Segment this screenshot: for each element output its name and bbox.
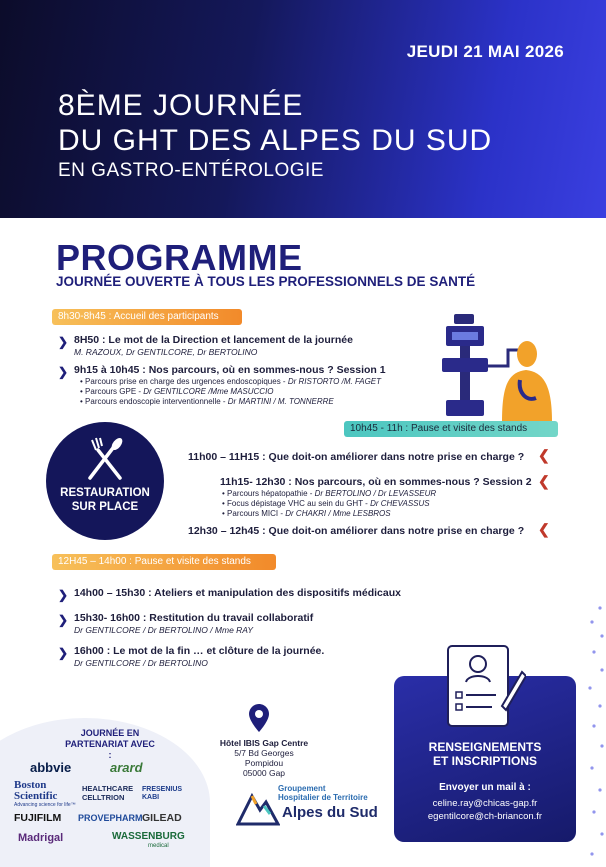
item-speakers: M. RAZOUX, Dr GENTILCORE, Dr BERTOLINO (74, 347, 258, 357)
venue-name: Hôtel IBIS Gap Centre (219, 738, 309, 748)
venue-block (214, 738, 314, 778)
pause-pill: 12H45 – 14h00 : Pause et visite des stands (52, 554, 276, 570)
welcome-time-pill: 8h30-8h45 : Accueil des participants (52, 309, 242, 325)
item-heading: 8H50 : Le mot de la Direction et lancement de la journée (74, 334, 353, 346)
item-heading: 14h00 – 15h30 : Ateliers et manipulation des dispositifs médicaux (74, 587, 401, 599)
endoscopy-illustration (440, 310, 560, 422)
event-title-line1: 8ÈME JOURNÉE (58, 89, 304, 122)
logo-wassenburg-sub: medical (148, 843, 169, 849)
registration-box (394, 676, 576, 842)
form-clipboard-icon (442, 642, 526, 734)
chevron-right-icon: ❯ (58, 646, 69, 660)
email-link-2[interactable]: egentilcore@ch-briancon.fr (427, 811, 543, 822)
program-title: PROGRAMME (56, 237, 303, 278)
item-speakers: Dr GENTILCORE / Dr BERTOLINO (74, 658, 208, 668)
email-link-1[interactable]: celine.ray@chicas-gap.fr (432, 798, 538, 809)
ght-line3: Alpes du Sud (282, 804, 378, 821)
chevron-right-icon: ❯ (58, 335, 69, 349)
partners-label: JOURNÉE EN PARTENARIAT AVEC : (65, 728, 155, 760)
logo-wassenburg: WASSENBURG (112, 831, 185, 842)
logo-boston-tagline: Advancing science for life™ (14, 802, 76, 808)
restauration-line1: RESTAURATION (60, 487, 150, 499)
pause-pill: 10h45 - 11h : Pause et visite des stands (344, 421, 558, 437)
restauration-badge (46, 422, 164, 540)
event-date: JEUDI 21 MAI 2026 (406, 42, 564, 61)
bullet-item: • Focus dépistage VHC au sein du GHT - Dr CHEVASSUS (222, 499, 430, 508)
item-heading: 15h30- 16h00 : Restitution du travail collaboratif (74, 612, 314, 624)
item-heading: 11h15- 12h30 : Nos parcours, où en sommes-nous ? Session 2 (220, 476, 532, 488)
item-heading: 11h00 – 11H15 : Que doit-on améliorer dans notre prise en charge ? (188, 451, 525, 463)
item-speakers: Dr GENTILCORE / Dr BERTOLINO / Mme RAY (74, 625, 253, 635)
logo-fresenius: FRESENIUS KABI (142, 786, 183, 801)
logo-arard: arard (110, 760, 143, 775)
logo-fujifilm: FUJIFILM (14, 812, 62, 824)
logo-madrigal: Madrigal (18, 832, 64, 844)
logo-boston-scientific: Boston Scientific (14, 779, 58, 802)
logo-gilead: GILEAD (142, 812, 182, 824)
cutlery-icon (86, 436, 124, 480)
email-label: Envoyer un mail à : (439, 782, 531, 793)
bullet-item: • Parcours endoscopie interventionnelle - Dr MARTINI / M. TONNERRE (80, 397, 334, 406)
item-heading: 12h30 – 12h45 : Que doit-on améliorer dans notre prise en charge ? (188, 525, 525, 537)
ght-line2: Hospitalier de Territoire (278, 793, 368, 802)
header-banner (0, 0, 606, 218)
logo-provepharm: PROVEPHARM (78, 813, 143, 823)
event-title-line3: EN GASTRO-ENTÉROLOGIE (58, 160, 324, 181)
chevron-right-icon: ❯ (58, 613, 69, 627)
logo-celltrion: HEALTHCARE CELLTRION (82, 784, 134, 802)
location-pin-icon (249, 704, 269, 732)
info-title-line2: ET INSCRIPTIONS (432, 754, 537, 768)
event-title-line2: DU GHT DES ALPES DU SUD (58, 124, 493, 157)
logo-abbvie: abbvie (30, 760, 72, 775)
bullet-item: • Parcours MICI - Dr CHAKRI / Mme LESBROS (222, 509, 391, 518)
info-title-line1: RENSEIGNEMENTS (428, 740, 542, 754)
chevron-right-icon: ❯ (58, 588, 69, 602)
chevron-left-icon: ❮ (538, 447, 550, 463)
bullet-item: • Parcours hépatopathie - Dr BERTOLINO / Dr LEVASSEUR (222, 489, 437, 498)
chevron-left-icon: ❮ (538, 521, 550, 537)
chevron-left-icon: ❮ (538, 473, 550, 489)
bullet-item: • Parcours GPE - Dr GENTILCORE /Mme MASUCCIO (80, 387, 274, 396)
ght-line1: Groupement (278, 784, 326, 793)
partners-section (0, 718, 210, 867)
bullet-item: • Parcours prise en charge des urgences endoscopiques - Dr RISTORTO /M. FAGET (80, 377, 382, 386)
restauration-line2: SUR PLACE (71, 501, 139, 513)
venue-city: 05000 Gap (242, 768, 286, 778)
program-subtitle: JOURNÉE OUVERTE À TOUS LES PROFESSIONNELS DE SANTÉ (56, 274, 476, 289)
dot-pattern-decoration (580, 600, 606, 867)
item-heading: 9h15 à 10h45 : Nos parcours, où en sommes-nous ? Session 1 (74, 364, 386, 376)
item-heading: 16h00 : Le mot de la fin … et clôture de la journée. (74, 645, 325, 657)
venue-address: 5/7 Bd Georges Pompidou (234, 748, 294, 768)
mountain-logo-icon (236, 790, 280, 826)
ght-logo (236, 784, 386, 830)
chevron-right-icon: ❯ (58, 365, 69, 379)
